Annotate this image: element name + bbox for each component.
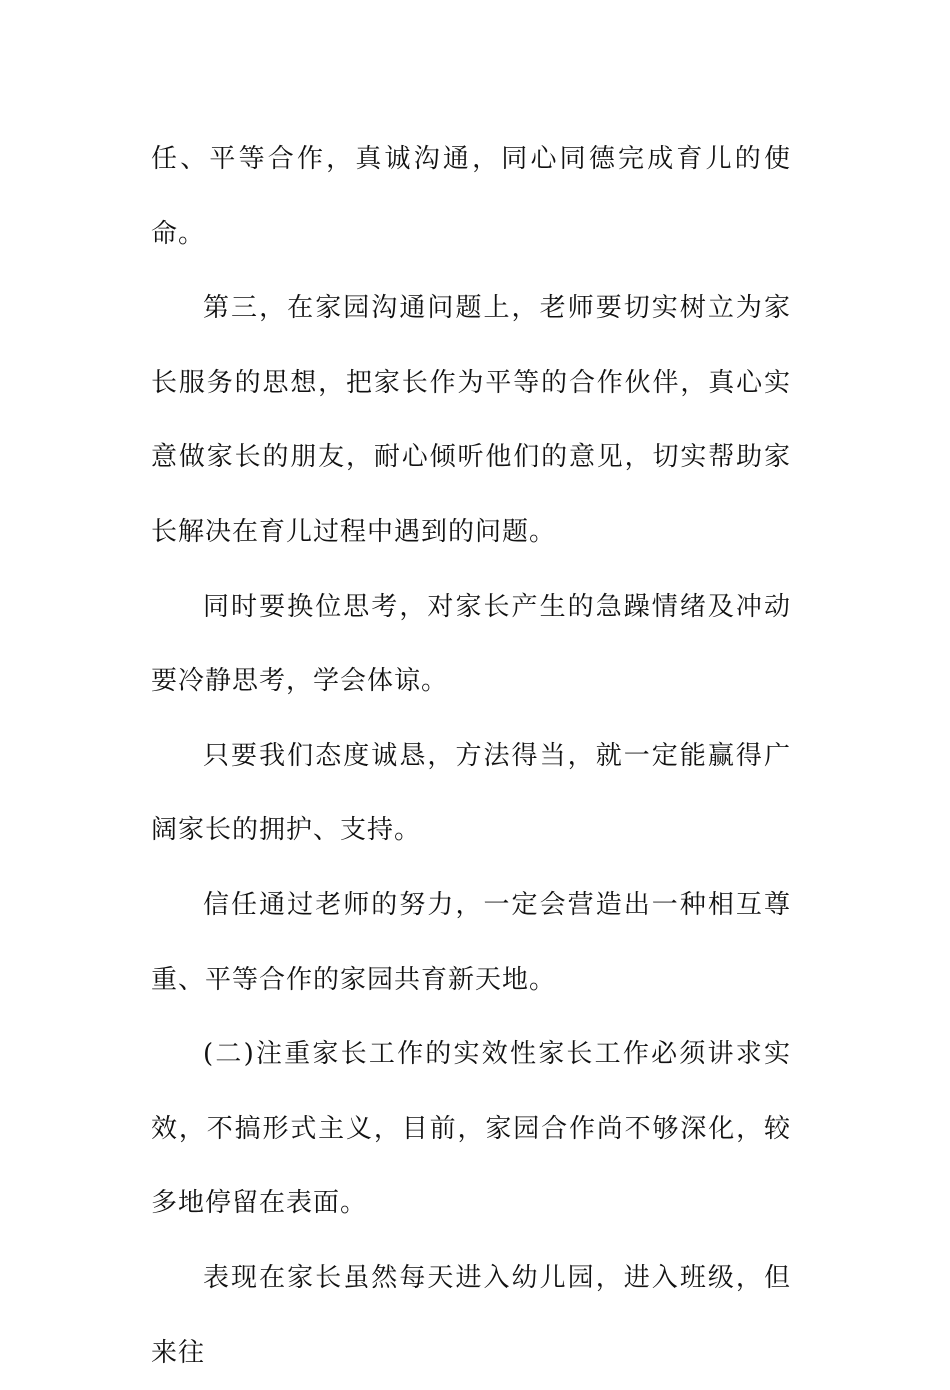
paragraph-5: 信任通过老师的努力，一定会营造出一种相互尊重、平等合作的家园共育新天地。 [151,889,791,995]
document-body [151,122,791,1390]
paragraph-7: 表现在家长虽然每天进入幼儿园，进入班级，但来往 [151,1262,791,1368]
paragraph-6: (二)注重家长工作的实效性家长工作必须讲求实效，不搞形式主义，目前，家园合作尚不够深化，较多地停留在表面。 [151,1039,791,1219]
paragraph-2: 第三，在家园沟通问题上，老师要切实树立为家长服务的思想，把家长作为平等的合作伙伴，真心实意做家长的朋友，耐心倾听他们的意见，切实帮助家长解决在育儿过程中遇到的问题。 [151,293,791,547]
paragraph-1: 任、平等合作，真诚沟通，同心同德完成育儿的使命。 [151,144,791,249]
paragraph-3: 同时要换位思考，对家长产生的急躁情绪及冲动要冷静思考，学会体谅。 [151,591,791,697]
paragraph-4: 只要我们态度诚恳，方法得当，就一定能赢得广阔家长的拥护、支持。 [151,740,791,846]
